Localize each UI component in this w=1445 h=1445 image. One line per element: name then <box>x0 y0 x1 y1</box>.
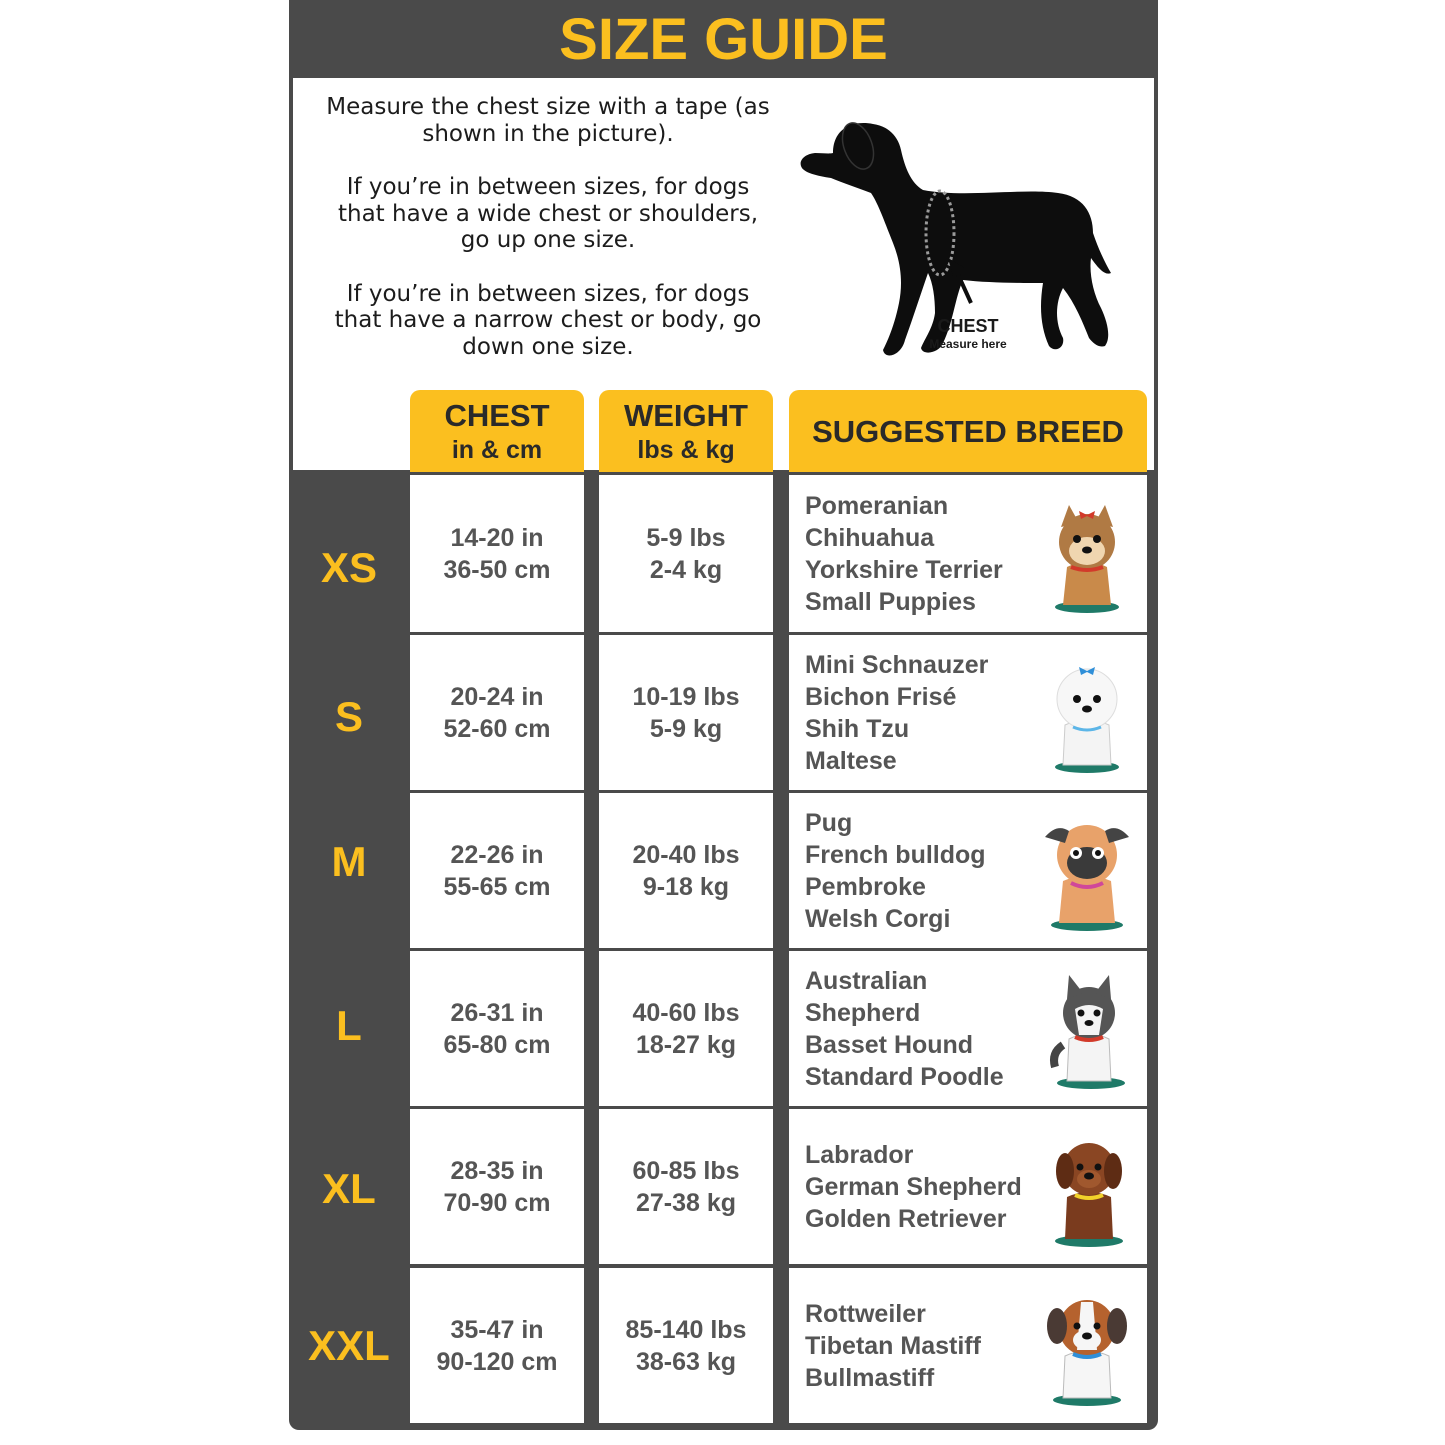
chest-cm: 55-65 cm <box>443 872 551 901</box>
breed-name: Golden Retriever <box>805 1204 1007 1233</box>
chest-cm: 70-90 cm <box>443 1188 551 1217</box>
weight-kg: 38-63 kg <box>635 1347 737 1376</box>
breed-name: Pomeranian <box>805 491 949 520</box>
chest-in: 35-47 in <box>450 1315 544 1344</box>
instruction-2: If you’re in between sizes, for dogs that have a wide chest or shoulders, go up one size. <box>337 174 759 253</box>
weight-header-sub: lbs & kg <box>637 436 735 464</box>
breed-list <box>805 793 986 948</box>
instructions <box>323 94 773 387</box>
breed-cell-s <box>789 635 1147 790</box>
breed-name: Maltese <box>805 746 897 775</box>
weight-kg: 18-27 kg <box>635 1030 737 1059</box>
breed-list <box>805 635 988 790</box>
page-title: SIZE GUIDE <box>559 6 888 72</box>
chest-in: 20-24 in <box>450 682 544 711</box>
chest-cm: 36-50 cm <box>443 555 551 584</box>
chest-cm: 52-60 cm <box>443 714 551 743</box>
chest-cm: 65-80 cm <box>443 1030 551 1059</box>
breed-name: Tibetan Mastiff <box>805 1331 981 1360</box>
weight-header-title: WEIGHT <box>624 398 748 433</box>
chest-in: 28-35 in <box>450 1156 544 1185</box>
weight-header <box>599 390 773 472</box>
dog-silhouette-icon <box>793 98 1113 368</box>
yorkie-puppy-icon <box>1039 497 1135 615</box>
breed-name: Bullmastiff <box>805 1363 935 1392</box>
weight-lbs: 40-60 lbs <box>632 998 740 1027</box>
breed-name: Yorkshire Terrier <box>805 555 1003 584</box>
chest-cm: 90-120 cm <box>436 1347 558 1376</box>
breed-header-title: SUGGESTED BREED <box>812 414 1124 449</box>
breed-cell-xxl <box>789 1268 1147 1423</box>
breed-name: Standard Poodle <box>805 1062 1004 1091</box>
breed-name: Pug <box>805 808 853 837</box>
weight-cell-xl <box>599 1109 773 1264</box>
chest-cell-m <box>410 793 584 948</box>
size-xs: XS <box>320 544 378 591</box>
chest-in: 26-31 in <box>450 998 544 1027</box>
size-m: M <box>331 838 367 885</box>
weight-lbs: 85-140 lbs <box>625 1315 747 1344</box>
chest-header <box>410 390 584 472</box>
instruction-1: Measure the chest size with a tape (as shown in the picture). <box>326 94 770 147</box>
breed-name: Rottweiler <box>805 1299 926 1328</box>
weight-cell-xs <box>599 475 773 632</box>
chest-header-sub: in & cm <box>451 436 543 464</box>
breed-cell-m <box>789 793 1147 948</box>
breed-name: Bichon Frisé <box>805 682 957 711</box>
breed-name: Small Puppies <box>805 587 976 616</box>
breed-cell-xl <box>789 1109 1147 1264</box>
breed-cell-xs <box>789 475 1147 632</box>
weight-lbs: 5-9 lbs <box>646 523 726 552</box>
weight-kg: 5-9 kg <box>649 714 723 743</box>
weight-lbs: 10-19 lbs <box>632 682 740 711</box>
size-s: S <box>334 693 363 740</box>
size-l: L <box>336 1002 362 1049</box>
breed-name: Shepherd <box>805 998 921 1027</box>
breed-name: Basset Hound <box>805 1030 974 1059</box>
breed-name: Australian <box>805 966 928 995</box>
breed-name: Chihuahua <box>805 523 935 552</box>
breed-name: French bulldog <box>805 840 986 869</box>
breed-name: Welsh Corgi <box>805 904 951 933</box>
size-xxl: XXL <box>308 1322 390 1369</box>
chest-in: 22-26 in <box>450 840 544 869</box>
breed-list <box>805 1268 981 1423</box>
chest-in: 14-20 in <box>450 523 544 552</box>
chest-cell-xxl <box>410 1268 584 1423</box>
breed-name: German Shepherd <box>805 1172 1022 1201</box>
size-xl: XL <box>322 1165 376 1212</box>
breed-header <box>789 390 1147 472</box>
weight-cell-m <box>599 793 773 948</box>
chest-cell-s <box>410 635 584 790</box>
saint-bernard-puppy-icon <box>1039 1290 1135 1408</box>
pug-puppy-icon <box>1039 815 1135 933</box>
chest-cell-xl <box>410 1109 584 1264</box>
weight-cell-l <box>599 951 773 1106</box>
weight-kg: 27-38 kg <box>635 1188 737 1217</box>
weight-kg: 2-4 kg <box>649 555 723 584</box>
figure-sublabel: Measure here <box>929 337 1007 351</box>
breed-name: Shih Tzu <box>805 714 910 743</box>
breed-name: Pembroke <box>805 872 926 901</box>
weight-lbs: 60-85 lbs <box>632 1156 740 1185</box>
breed-list <box>805 951 1004 1106</box>
weight-kg: 9-18 kg <box>642 872 730 901</box>
breed-name: Mini Schnauzer <box>805 650 989 679</box>
breed-name: Labrador <box>805 1140 914 1169</box>
breed-list <box>805 475 1003 632</box>
weight-cell-s <box>599 635 773 790</box>
chest-cell-xs <box>410 475 584 632</box>
breed-list <box>805 1109 1022 1264</box>
figure-label: CHEST <box>937 316 999 336</box>
labrador-puppy-icon <box>1039 1131 1135 1249</box>
breed-cell-l <box>789 951 1147 1106</box>
maltese-puppy-icon <box>1039 657 1135 775</box>
weight-cell-xxl <box>599 1268 773 1423</box>
weight-lbs: 20-40 lbs <box>632 840 740 869</box>
husky-puppy-icon <box>1039 973 1135 1091</box>
instruction-3: If you’re in between sizes, for dogs that have a narrow chest or body, go down one size. <box>334 280 762 360</box>
chest-header-title: CHEST <box>444 398 550 433</box>
chest-cell-l <box>410 951 584 1106</box>
